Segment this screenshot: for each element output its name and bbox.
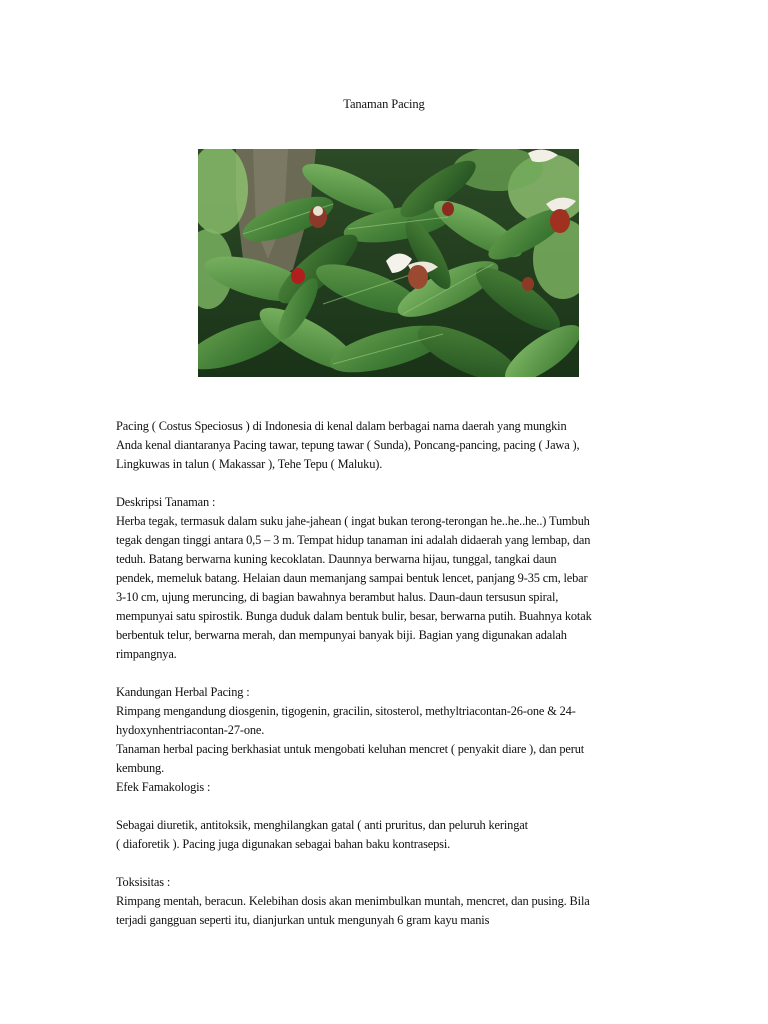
paragraph-deskripsi <box>116 493 656 664</box>
text-line: Anda kenal diantaranya Pacing tawar, tepung tawar ( Sunda), Poncang-pancing, pacing ( Jawa ), <box>116 438 580 452</box>
text-line: teduh. Batang berwarna kuning kecoklatan. Daunnya berwarna hijau, tunggal, tangkai daun <box>116 552 557 566</box>
text-line: 3-10 cm, ujung meruncing, di bagian bawahnya berambut halus. Daun-daun tersusun spiral, <box>116 590 559 604</box>
text-line: Pacing ( Costus Speciosus ) di Indonesia di kenal dalam berbagai nama daerah yang mungkin <box>116 419 567 433</box>
section-heading: Efek Famakologis : <box>116 780 211 794</box>
paragraph-gap <box>116 797 656 816</box>
text-line: berbentuk telur, berwarna merah, dan mempunyai banyak biji. Bagian yang digunakan adalah <box>116 628 567 642</box>
text-line: Rimpang mentah, beracun. Kelebihan dosis akan menimbulkan muntah, mencret, dan pusing. Bila <box>116 894 590 908</box>
text-line: Tanaman herbal pacing berkhasiat untuk mengobati keluhan mencret ( penyakit diare ), dan perut <box>116 742 585 756</box>
section-heading: Toksisitas : <box>116 875 171 889</box>
body-text <box>116 417 656 930</box>
section-heading: Kandungan Herbal Pacing : <box>116 685 250 699</box>
text-line: Rimpang mengandung diosgenin, tigogenin, gracilin, sitosterol, methyltriacontan-26-one & 24- <box>116 704 576 718</box>
text-line: hydoxynhentriacontan-27-one. <box>116 723 265 737</box>
text-line: rimpangnya. <box>116 647 177 661</box>
paragraph-gap <box>116 664 656 683</box>
text-line: Herba tegak, termasuk dalam suku jahe-jahean ( ingat bukan terong-terongan he..he..he..) Tumbuh <box>116 514 590 528</box>
text-line: mempunyai satu spirostik. Bunga duduk dalam bentuk bulir, besar, berwarna putih. Buahnya kotak <box>116 609 592 623</box>
text-line: Lingkuwas in talun ( Makassar ), Tehe Tepu ( Maluku). <box>116 457 383 471</box>
plant-photo-drawing <box>198 149 579 377</box>
paragraph-intro <box>116 417 656 474</box>
paragraph-gap <box>116 854 656 873</box>
text-line: Sebagai diuretik, antitoksik, menghilangkan gatal ( anti pruritus, dan peluruh keringat <box>116 818 528 832</box>
paragraph-gap <box>116 474 656 493</box>
section-heading: Deskripsi Tanaman : <box>116 495 216 509</box>
paragraph-toksisitas <box>116 873 656 930</box>
text-line: pendek, memeluk batang. Helaian daun memanjang sampai bentuk lencet, panjang 9-35 cm, lebar <box>116 571 588 585</box>
text-line: kembung. <box>116 761 165 775</box>
plant-photo <box>198 149 579 377</box>
text-line: ( diaforetik ). Pacing juga digunakan sebagai bahan baku kontrasepsi. <box>116 837 451 851</box>
paragraph-kandungan <box>116 683 656 797</box>
text-line: tegak dengan tinggi antara 0,5 – 3 m. Tempat hidup tanaman ini adalah didaerah yang lembap, dan <box>116 533 591 547</box>
text-line: terjadi gangguan seperti itu, dianjurkan untuk mengunyah 6 gram kayu manis <box>116 913 490 927</box>
paragraph-efek <box>116 816 656 854</box>
page-title: Tanaman Pacing <box>343 97 425 111</box>
